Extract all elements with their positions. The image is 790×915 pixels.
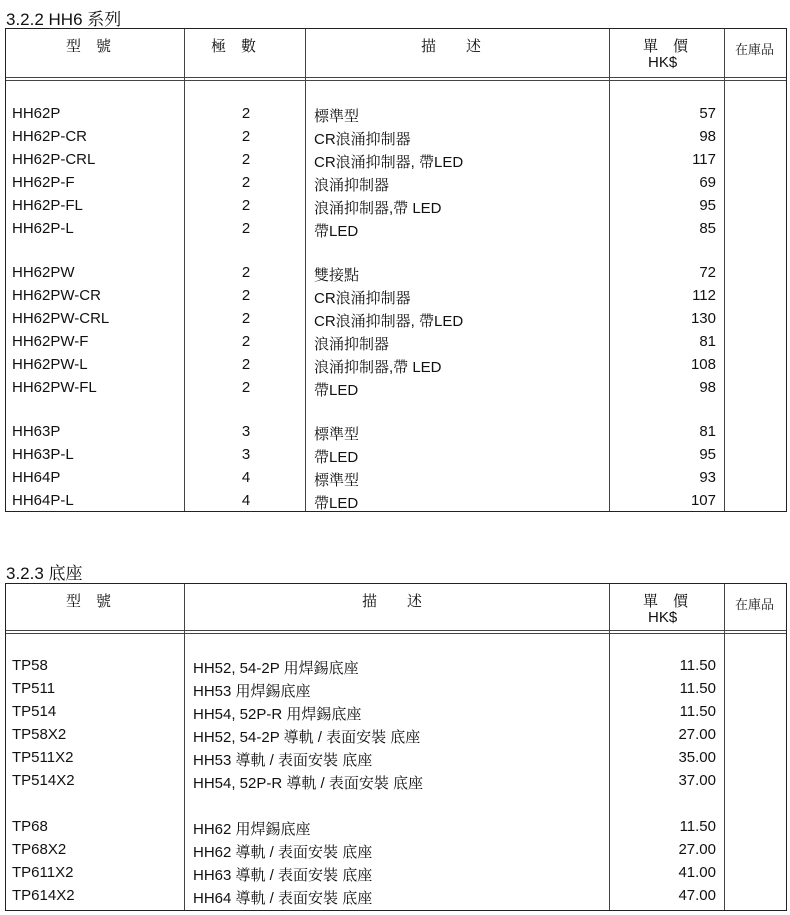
price-cell: 108 (690, 356, 716, 373)
price-cell: 57 (699, 105, 716, 122)
poles-cell: 4 (241, 492, 251, 509)
model-cell: TP514X2 (12, 772, 75, 789)
table-row (6, 284, 786, 307)
table-row (6, 353, 786, 376)
price-cell: 11.50 (679, 657, 716, 674)
header-model: 型 號 (66, 593, 112, 610)
price-cell: 27.00 (678, 841, 716, 858)
model-cell: HH62P (12, 105, 61, 122)
model-cell: TP611X2 (12, 864, 74, 881)
poles-cell: 3 (241, 446, 251, 463)
header-divider (6, 80, 786, 81)
header-model: 型 號 (66, 38, 112, 55)
poles-cell: 2 (241, 310, 251, 327)
price-cell: 130 (690, 310, 716, 327)
price-cell: 27.00 (678, 726, 716, 743)
price-cell: 81 (699, 423, 716, 440)
poles-cell: 3 (241, 423, 251, 440)
model-cell: TP614X2 (12, 887, 75, 904)
table-row (6, 443, 786, 466)
table-row (6, 330, 786, 353)
table-row (6, 769, 786, 792)
header-description: 描 述 (421, 38, 482, 55)
table-row (6, 466, 786, 489)
price-cell: 107 (690, 492, 716, 509)
table-row (6, 746, 786, 769)
model-cell: HH62P-FL (12, 197, 83, 214)
price-cell: 35.00 (678, 749, 716, 766)
header-unit-price: 單 價 (643, 593, 689, 610)
table-row (6, 884, 786, 907)
price-cell: 95 (699, 197, 716, 214)
description-cell: HH62 導軌 / 表面安裝 底座 (193, 844, 373, 861)
price-cell: 95 (699, 446, 716, 463)
model-cell: TP68X2 (12, 841, 67, 858)
model-cell: HH62P-CRL (12, 151, 96, 168)
price-cell: 117 (692, 151, 716, 168)
table-row (6, 838, 786, 861)
table-row (6, 148, 786, 171)
header-unit-price: 單 價 (643, 38, 689, 55)
description-cell: 標準型 (314, 108, 360, 125)
description-cell: HH53 導軌 / 表面安裝 底座 (193, 752, 373, 769)
poles-cell: 2 (241, 128, 251, 145)
model-cell: HH62P-L (12, 220, 74, 237)
description-cell: 浪涌抑制器 (314, 177, 390, 194)
model-cell: HH64P-L (12, 492, 74, 509)
model-cell: HH62P-CR (12, 128, 88, 145)
price-cell: 11.50 (679, 680, 716, 697)
price-cell: 41.00 (678, 864, 716, 881)
description-cell: CR浪涌抑制器, 帶LED (314, 313, 464, 330)
poles-cell: 2 (241, 105, 251, 122)
model-cell: HH62PW (12, 264, 75, 281)
description-cell: 浪涌抑制器 (314, 336, 390, 353)
table-row (6, 700, 786, 723)
description-cell: HH53 用焊錫底座 (193, 683, 311, 700)
description-cell: 帶LED (314, 495, 359, 512)
price-cell: 98 (699, 379, 716, 396)
table-row (6, 815, 786, 838)
description-cell: HH52, 54-2P 導軌 / 表面安裝 底座 (193, 729, 421, 746)
description-cell: 雙接點 (314, 267, 360, 284)
section-title-sockets: 3.2.3 底座 (6, 564, 83, 583)
poles-cell: 2 (241, 174, 251, 191)
description-cell: CR浪涌抑制器 (314, 290, 411, 307)
price-cell: 69 (699, 174, 716, 191)
table-row (6, 654, 786, 677)
model-cell: HH62PW-L (12, 356, 88, 373)
model-cell: HH63P-L (12, 446, 74, 463)
header-description: 描 述 (362, 593, 423, 610)
table-row (6, 261, 786, 284)
table-row (6, 723, 786, 746)
table-row (6, 217, 786, 240)
description-cell: CR浪涌抑制器, 帶LED (314, 154, 464, 171)
model-cell: TP514 (12, 703, 57, 720)
section-title-hh6: 3.2.2 HH6 系列 (6, 10, 122, 29)
table-row (6, 861, 786, 884)
poles-cell: 2 (241, 264, 251, 281)
poles-cell: 4 (241, 469, 251, 486)
model-cell: TP68 (12, 818, 48, 835)
header-divider (6, 630, 786, 631)
table-row (6, 376, 786, 399)
model-cell: HH62PW-F (12, 333, 89, 350)
description-cell: 帶LED (314, 449, 359, 466)
table-row (6, 677, 786, 700)
header-currency: HK$ (648, 609, 678, 626)
price-cell: 72 (699, 264, 716, 281)
description-cell: HH54, 52P-R 用焊錫底座 (193, 706, 362, 723)
header-divider (6, 633, 786, 634)
description-cell: 浪涌抑制器,帶 LED (314, 200, 442, 217)
poles-cell: 2 (241, 287, 251, 304)
description-cell: HH64 導軌 / 表面安裝 底座 (193, 890, 373, 907)
poles-cell: 2 (241, 379, 251, 396)
header-stock: 在庫品 (735, 42, 775, 57)
description-cell: 帶LED (314, 382, 359, 399)
poles-cell: 2 (241, 356, 251, 373)
description-cell: HH54, 52P-R 導軌 / 表面安裝 底座 (193, 775, 424, 792)
model-cell: HH64P (12, 469, 61, 486)
price-cell: 11.50 (679, 703, 716, 720)
price-cell: 11.50 (679, 818, 716, 835)
price-cell: 85 (699, 220, 716, 237)
model-cell: HH62P-F (12, 174, 75, 191)
description-cell: HH52, 54-2P 用焊錫底座 (193, 660, 359, 677)
model-cell: TP58 (12, 657, 48, 674)
hh6-table (5, 28, 787, 512)
price-cell: 81 (699, 333, 716, 350)
model-cell: HH63P (12, 423, 61, 440)
header-divider (6, 77, 786, 78)
description-cell: 帶LED (314, 223, 359, 240)
description-cell: 標準型 (314, 472, 360, 489)
price-cell: 98 (699, 128, 716, 145)
price-cell: 37.00 (678, 772, 716, 789)
table-row (6, 420, 786, 443)
header-currency: HK$ (648, 54, 678, 71)
price-cell: 47.00 (678, 887, 716, 904)
description-cell: HH62 用焊錫底座 (193, 821, 311, 838)
model-cell: HH62PW-CRL (12, 310, 110, 327)
sockets-table (5, 583, 787, 911)
poles-cell: 2 (241, 220, 251, 237)
description-cell: HH63 導軌 / 表面安裝 底座 (193, 867, 373, 884)
poles-cell: 2 (241, 151, 251, 168)
description-cell: 浪涌抑制器,帶 LED (314, 359, 442, 376)
table-row (6, 194, 786, 217)
model-cell: TP511X2 (12, 749, 74, 766)
table-row (6, 125, 786, 148)
table-row (6, 102, 786, 125)
model-cell: HH62PW-CR (12, 287, 101, 304)
model-cell: TP58X2 (12, 726, 67, 743)
price-cell: 112 (692, 287, 716, 304)
poles-cell: 2 (241, 197, 251, 214)
header-stock: 在庫品 (735, 597, 775, 612)
description-cell: CR浪涌抑制器 (314, 131, 411, 148)
price-cell: 93 (699, 469, 716, 486)
table-row (6, 489, 786, 512)
model-cell: HH62PW-FL (12, 379, 97, 396)
table-row (6, 171, 786, 194)
description-cell: 標準型 (314, 426, 360, 443)
poles-cell: 2 (241, 333, 251, 350)
model-cell: TP511 (12, 680, 56, 697)
header-poles: 極 數 (211, 38, 257, 55)
table-row (6, 307, 786, 330)
